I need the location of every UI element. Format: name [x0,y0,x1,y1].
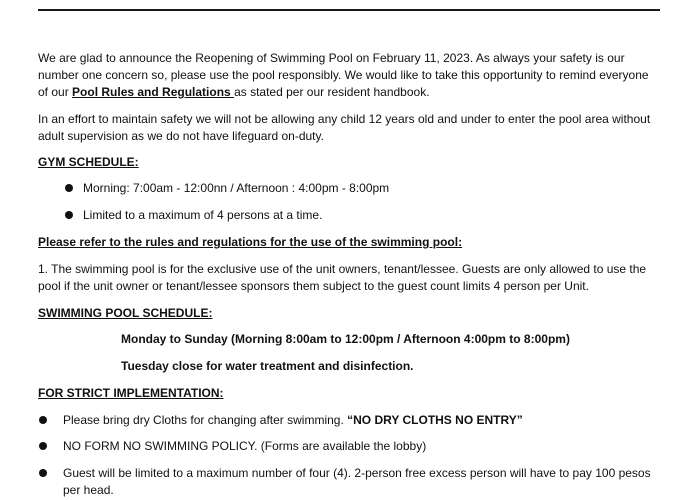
bullet-icon [39,469,47,477]
dry-cloths-emphasis: “NO DRY CLOTHS NO ENTRY” [347,413,523,427]
pool-schedule-closure: Tuesday close for water treatment and disinfection. [121,359,414,373]
strict-implementation-heading: FOR STRICT IMPLEMENTATION: [38,386,224,400]
bullet-icon [65,184,73,192]
dry-cloths-rule [63,412,523,429]
bullet-icon [65,211,73,219]
gym-schedule-heading: GYM SCHEDULE: [38,155,139,169]
rule-1-paragraph: 1. The swimming pool is for the exclusive use of the unit owners, tenant/lessee. Guests are only allowed to use the pool if the unit owner or tenant/lessee sponsors them subject to the guest count limits 4 person per Unit. [38,262,647,293]
safety-paragraph: In an effort to maintain safety we will not be allowing any child 12 years old and under to enter the pool area without adult supervision as we do not have lifeguard on-duty. [38,112,651,143]
gym-schedule-limit: Limited to a maximum of 4 persons at a time. [83,208,323,222]
top-divider [38,9,660,11]
rules-heading: Please refer to the rules and regulations for the use of the swimming pool: [38,235,463,249]
pool-schedule-heading: SWIMMING POOL SCHEDULE: [38,306,213,320]
guest-limit-rule: Guest will be limited to a maximum number of four (4). 2-person free excess person will have to pay 100 pesos per head. [63,466,651,497]
bullet-icon [39,442,47,450]
intro-text: We are glad to announce the Reopening of Swimming Pool on February 11, 2023. As always your safety is our number one concern so, please use the pool responsibly. We would like to take this opportunity to remind everyone of our [38,51,649,99]
no-form-policy: NO FORM NO SWIMMING POLICY. (Forms are available the lobby) [63,439,427,453]
gym-schedule-hours: Morning: 7:00am - 12:00nn / Afternoon : 4:00pm - 8:00pm [83,181,390,195]
pool-schedule-hours: Monday to Sunday (Morning 8:00am to 12:00pm / Afternoon 4:00pm to 8:00pm) [121,332,570,346]
bullet-icon [39,416,47,424]
intro-text-end: as stated per our resident handbook. [234,85,430,99]
intro-paragraph [38,50,660,101]
pool-rules-link[interactable]: Pool Rules and Regulations [72,85,235,99]
dry-cloths-text: Please bring dry Cloths for changing after swimming. [63,413,348,427]
